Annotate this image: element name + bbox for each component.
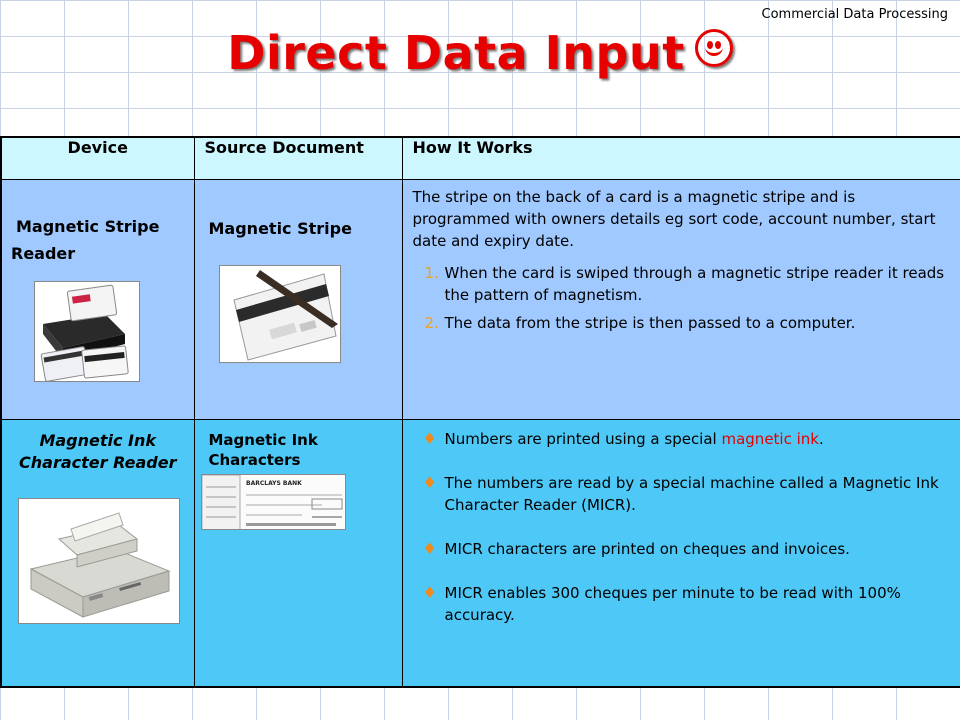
smiley-face-icon — [695, 29, 733, 67]
bullet-text: MICR enables 300 cheques per minute to be read with 100% accuracy. — [444, 583, 901, 624]
step-number: 2. — [424, 313, 439, 332]
how-it-works-cell — [402, 179, 960, 419]
diamond-bullet-icon: ♦ — [422, 582, 437, 602]
diamond-bullet-icon: ♦ — [422, 538, 437, 558]
column-header-source: Source Document — [194, 137, 402, 179]
device-cell — [1, 179, 194, 419]
slide-title — [0, 26, 960, 80]
step-number: 1. — [424, 263, 439, 282]
device-name: Magnetic Ink Character Reader — [19, 430, 177, 472]
bullet-text-after: . — [818, 429, 824, 448]
diamond-bullet-icon: ♦ — [422, 472, 437, 492]
list-item — [413, 472, 951, 516]
diamond-bullet-icon: ♦ — [422, 428, 437, 448]
source-document-label: Magnetic Ink Characters — [208, 430, 318, 469]
cheque-bank-name: BARCLAYS BANK — [245, 479, 302, 487]
device-name-line2: Reader — [11, 243, 76, 263]
micr-reader-machine-photo — [18, 498, 180, 624]
list-item — [413, 262, 951, 306]
bullet-text: MICR characters are printed on cheques and invoices. — [444, 539, 850, 558]
column-header-device: Device — [1, 137, 194, 179]
device-name-line1: Magnetic Stripe — [16, 216, 160, 236]
stripe-description: The stripe on the back of a card is a magnetic stripe and is programmed with owners details eg sort code, account number, start date and expiry date. — [412, 187, 936, 250]
table-row — [1, 419, 960, 687]
list-item — [413, 582, 951, 626]
highlight-magnetic-ink: magnetic ink — [721, 429, 819, 448]
list-item — [413, 538, 951, 560]
step-text: The data from the stripe is then passed to a computer. — [444, 313, 856, 332]
table-header-row — [1, 137, 960, 179]
step-text: When the card is swiped through a magnetic stripe reader it reads the pattern of magnetism. — [444, 263, 945, 304]
bullet-text-before: Numbers are printed using a special — [444, 429, 722, 448]
list-item — [413, 312, 951, 334]
how-it-works-cell — [402, 419, 960, 687]
stripe-steps-list — [413, 262, 951, 334]
source-cell — [194, 419, 402, 687]
magnetic-card-reader-photo — [34, 281, 140, 382]
data-input-table — [0, 136, 960, 688]
title-text: Direct Data Input — [227, 26, 685, 80]
table-row — [1, 179, 960, 419]
list-item — [413, 428, 951, 450]
column-header-how: How It Works — [402, 137, 960, 179]
source-document-label: Magnetic Stripe — [208, 218, 352, 238]
device-cell — [1, 419, 194, 687]
magnetic-stripe-card-photo — [219, 265, 341, 363]
source-cell — [194, 179, 402, 419]
cheque-photo — [201, 474, 346, 530]
corner-label: Commercial Data Processing — [761, 7, 948, 22]
micr-bullets-list — [413, 428, 951, 626]
bullet-text: The numbers are read by a special machine called a Magnetic Ink Character Reader (MICR). — [444, 473, 939, 514]
